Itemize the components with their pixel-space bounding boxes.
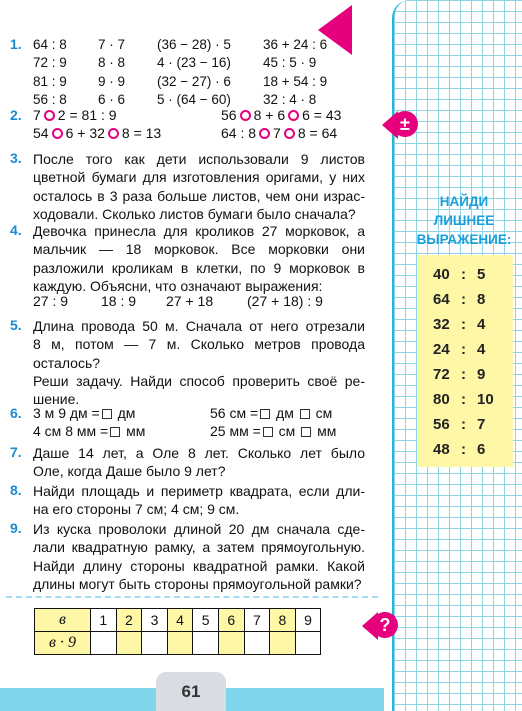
row-header-b: в: [35, 609, 91, 632]
divisor: 7: [477, 416, 486, 433]
task-8-number: 8.: [10, 482, 22, 498]
task-4-expression: 27 + 18: [166, 293, 214, 309]
task-6-item-1: 3 м 9 дм = дм: [33, 405, 136, 421]
divisor: 9: [477, 366, 486, 383]
division-sign: :: [461, 291, 466, 308]
answer-box: [263, 427, 273, 437]
task-6-item-4: 25 мм = см мм: [210, 423, 337, 439]
task-1-expression: 18 + 54 : 9: [263, 73, 328, 89]
task-7-number: 7.: [10, 444, 22, 460]
odd-one-out-expression: [417, 313, 513, 337]
answer-box: [102, 409, 112, 419]
divisor: 8: [477, 291, 486, 308]
task-1-expression: 36 + 24 : 6: [263, 37, 328, 52]
dividend: 40: [433, 266, 450, 283]
operation-circle: [259, 128, 270, 139]
odd-one-out-expression: [417, 413, 513, 437]
division-sign: :: [461, 316, 466, 333]
empty-cell: [142, 632, 168, 655]
task-1-column-2: [98, 36, 125, 109]
answer-box: [260, 409, 270, 419]
odd-one-out-expression: [417, 363, 513, 387]
task-2-expr-d: 64 : 8 7 8 = 64: [221, 125, 338, 141]
divisor: 10: [477, 391, 494, 408]
table-cell: 6: [218, 609, 244, 632]
divisor: 4: [477, 316, 486, 333]
empty-cell: [270, 632, 296, 655]
task-1-expression: 32 : 4 · 8: [263, 91, 317, 107]
task-6-item-3: 56 см = дм см: [210, 405, 333, 421]
operation-circle: [284, 128, 295, 139]
division-sign: :: [461, 366, 466, 383]
empty-cell: [295, 632, 321, 655]
task-3-number: 3.: [10, 150, 22, 166]
table-cell: 5: [193, 609, 219, 632]
task-1-column-1: [33, 36, 67, 109]
divisor: 5: [477, 266, 486, 283]
division-sign: :: [461, 391, 466, 408]
task-1-expression: 45 : 5 · 9: [263, 55, 317, 71]
task-2-expr-c: 56 8 + 6 6 = 43: [221, 107, 342, 123]
task-1-expression: 8 · 8: [98, 55, 126, 71]
odd-one-out-expression: [417, 338, 513, 362]
table-row: [35, 632, 321, 655]
operation-circle: [44, 110, 55, 121]
dividend: 24: [433, 341, 450, 358]
task-1-expression: 6 · 6: [98, 91, 126, 107]
task-6-number: 6.: [10, 405, 22, 421]
task-1-column-4: [263, 36, 327, 109]
table-cell: 3: [142, 609, 168, 632]
task-4-expression: 27 : 9: [33, 293, 69, 309]
task-1-expression: 64 : 8: [33, 37, 67, 52]
task-1-expression: 56 : 8: [33, 91, 67, 107]
dividend: 32: [433, 316, 450, 333]
task-1-expression: 5 · (64 − 60): [157, 91, 231, 107]
divisor: 4: [477, 341, 486, 358]
page-number: 61: [156, 672, 226, 711]
task-4-expression: 18 : 9: [101, 293, 137, 309]
dividend: 64: [433, 291, 450, 308]
section-divider: [6, 596, 378, 598]
task-4-text: Девочка принесла для кроликов 27 морковок, а мальчик — 18 морковок. Все морковки они разложили кроликам в клетки, по 9 морковок в каждую. Объясни, что означают выражения:: [33, 223, 365, 294]
answer-box: [300, 409, 310, 419]
table-row: [35, 609, 321, 632]
table-cell: 4: [167, 609, 193, 632]
plus-minus-icon: ±: [392, 111, 418, 137]
answer-box: [110, 427, 120, 437]
task-1-expression: 81 : 9: [33, 73, 67, 89]
task-1-column-3: [157, 36, 231, 109]
division-sign: :: [461, 416, 466, 433]
dividend: 80: [433, 391, 450, 408]
task-1-expression: 72 : 9: [33, 55, 67, 71]
row-header-b-times-9: в · 9: [35, 632, 91, 655]
task-7-text: Даше 14 лет, а Оле 8 лет. Сколько лет было Оле, когда Даше было 9 лет?: [33, 445, 365, 480]
task-4-number: 4.: [10, 222, 22, 238]
empty-cell: [91, 632, 117, 655]
task-9-number: 9.: [10, 520, 22, 536]
task-1-expression: (32 − 27) · 6: [157, 73, 231, 89]
operation-circle: [52, 128, 63, 139]
odd-one-out-expression: [417, 263, 513, 287]
task-1-expression: 4 · (23 − 16): [157, 55, 231, 71]
task-3-text: После того как дети использовали 9 листов цветной бумаги для изготовления оригами, у них осталось в 3 раза больше листов, чем они израс- ходовали. Сколько листов бумаги было сначала?: [33, 151, 365, 222]
division-sign: :: [461, 341, 466, 358]
task-1-expression: 9 · 9: [98, 73, 126, 89]
operation-circle: [108, 128, 119, 139]
odd-one-out-box: [417, 255, 513, 467]
table-cell: 7: [244, 609, 270, 632]
odd-one-out-title: НАЙДИ ЛИШНЕЕ ВЫРАЖЕНИЕ:: [416, 194, 512, 247]
multiplication-table: [34, 608, 321, 655]
table-cell: 1: [91, 609, 117, 632]
table-cell: 2: [116, 609, 142, 632]
empty-cell: [167, 632, 193, 655]
task-2-number: 2.: [10, 107, 22, 123]
task-1-expression: 7 · 7: [98, 37, 126, 52]
task-9-text: Из куска проволоки длиной 20 дм сначала сде- лали квадратную рамку, а затем прямоугольную. Найди длину стороны квадратной рамки. Какой длины могут быть стороны прямоугольной рамки?: [33, 521, 365, 592]
question-icon: ?: [372, 612, 398, 638]
task-8-text: Найди площадь и периметр квадрата, если дли- на его стороны 7 см; 4 см; 9 см.: [33, 483, 365, 518]
task-1-expression: (36 − 28) · 5: [157, 37, 231, 52]
empty-cell: [116, 632, 142, 655]
operation-circle: [288, 110, 299, 121]
task-4-expression: (27 + 18) : 9: [247, 293, 323, 309]
task-5-text: Длина провода 50 м. Сначала от него отрезали 8 м, потом — 7 м. Сколько метров провода осталось? Реши задачу. Найди способ проверить своё ре- шение.: [33, 318, 365, 408]
odd-one-out-expression: [417, 288, 513, 312]
answer-box: [301, 427, 311, 437]
division-sign: :: [461, 266, 466, 283]
divisor: 6: [477, 441, 486, 458]
operation-circle: [240, 110, 251, 121]
dividend: 48: [433, 441, 450, 458]
dividend: 72: [433, 366, 450, 383]
task-2-expr-b: 54 6 + 32 8 = 13: [33, 125, 162, 141]
empty-cell: [218, 632, 244, 655]
odd-one-out-expression: [417, 388, 513, 412]
odd-one-out-expression: [417, 438, 513, 462]
task-6-item-2: 4 см 8 мм = мм: [33, 423, 146, 439]
division-sign: :: [461, 441, 466, 458]
task-2-expr-a: 7 2 = 81 : 9: [33, 107, 117, 123]
table-cell: 9: [295, 609, 321, 632]
task-1-number: 1.: [10, 36, 22, 52]
empty-cell: [244, 632, 270, 655]
dividend: 56: [433, 416, 450, 433]
empty-cell: [193, 632, 219, 655]
task-5-number: 5.: [10, 317, 22, 333]
table-cell: 8: [270, 609, 296, 632]
